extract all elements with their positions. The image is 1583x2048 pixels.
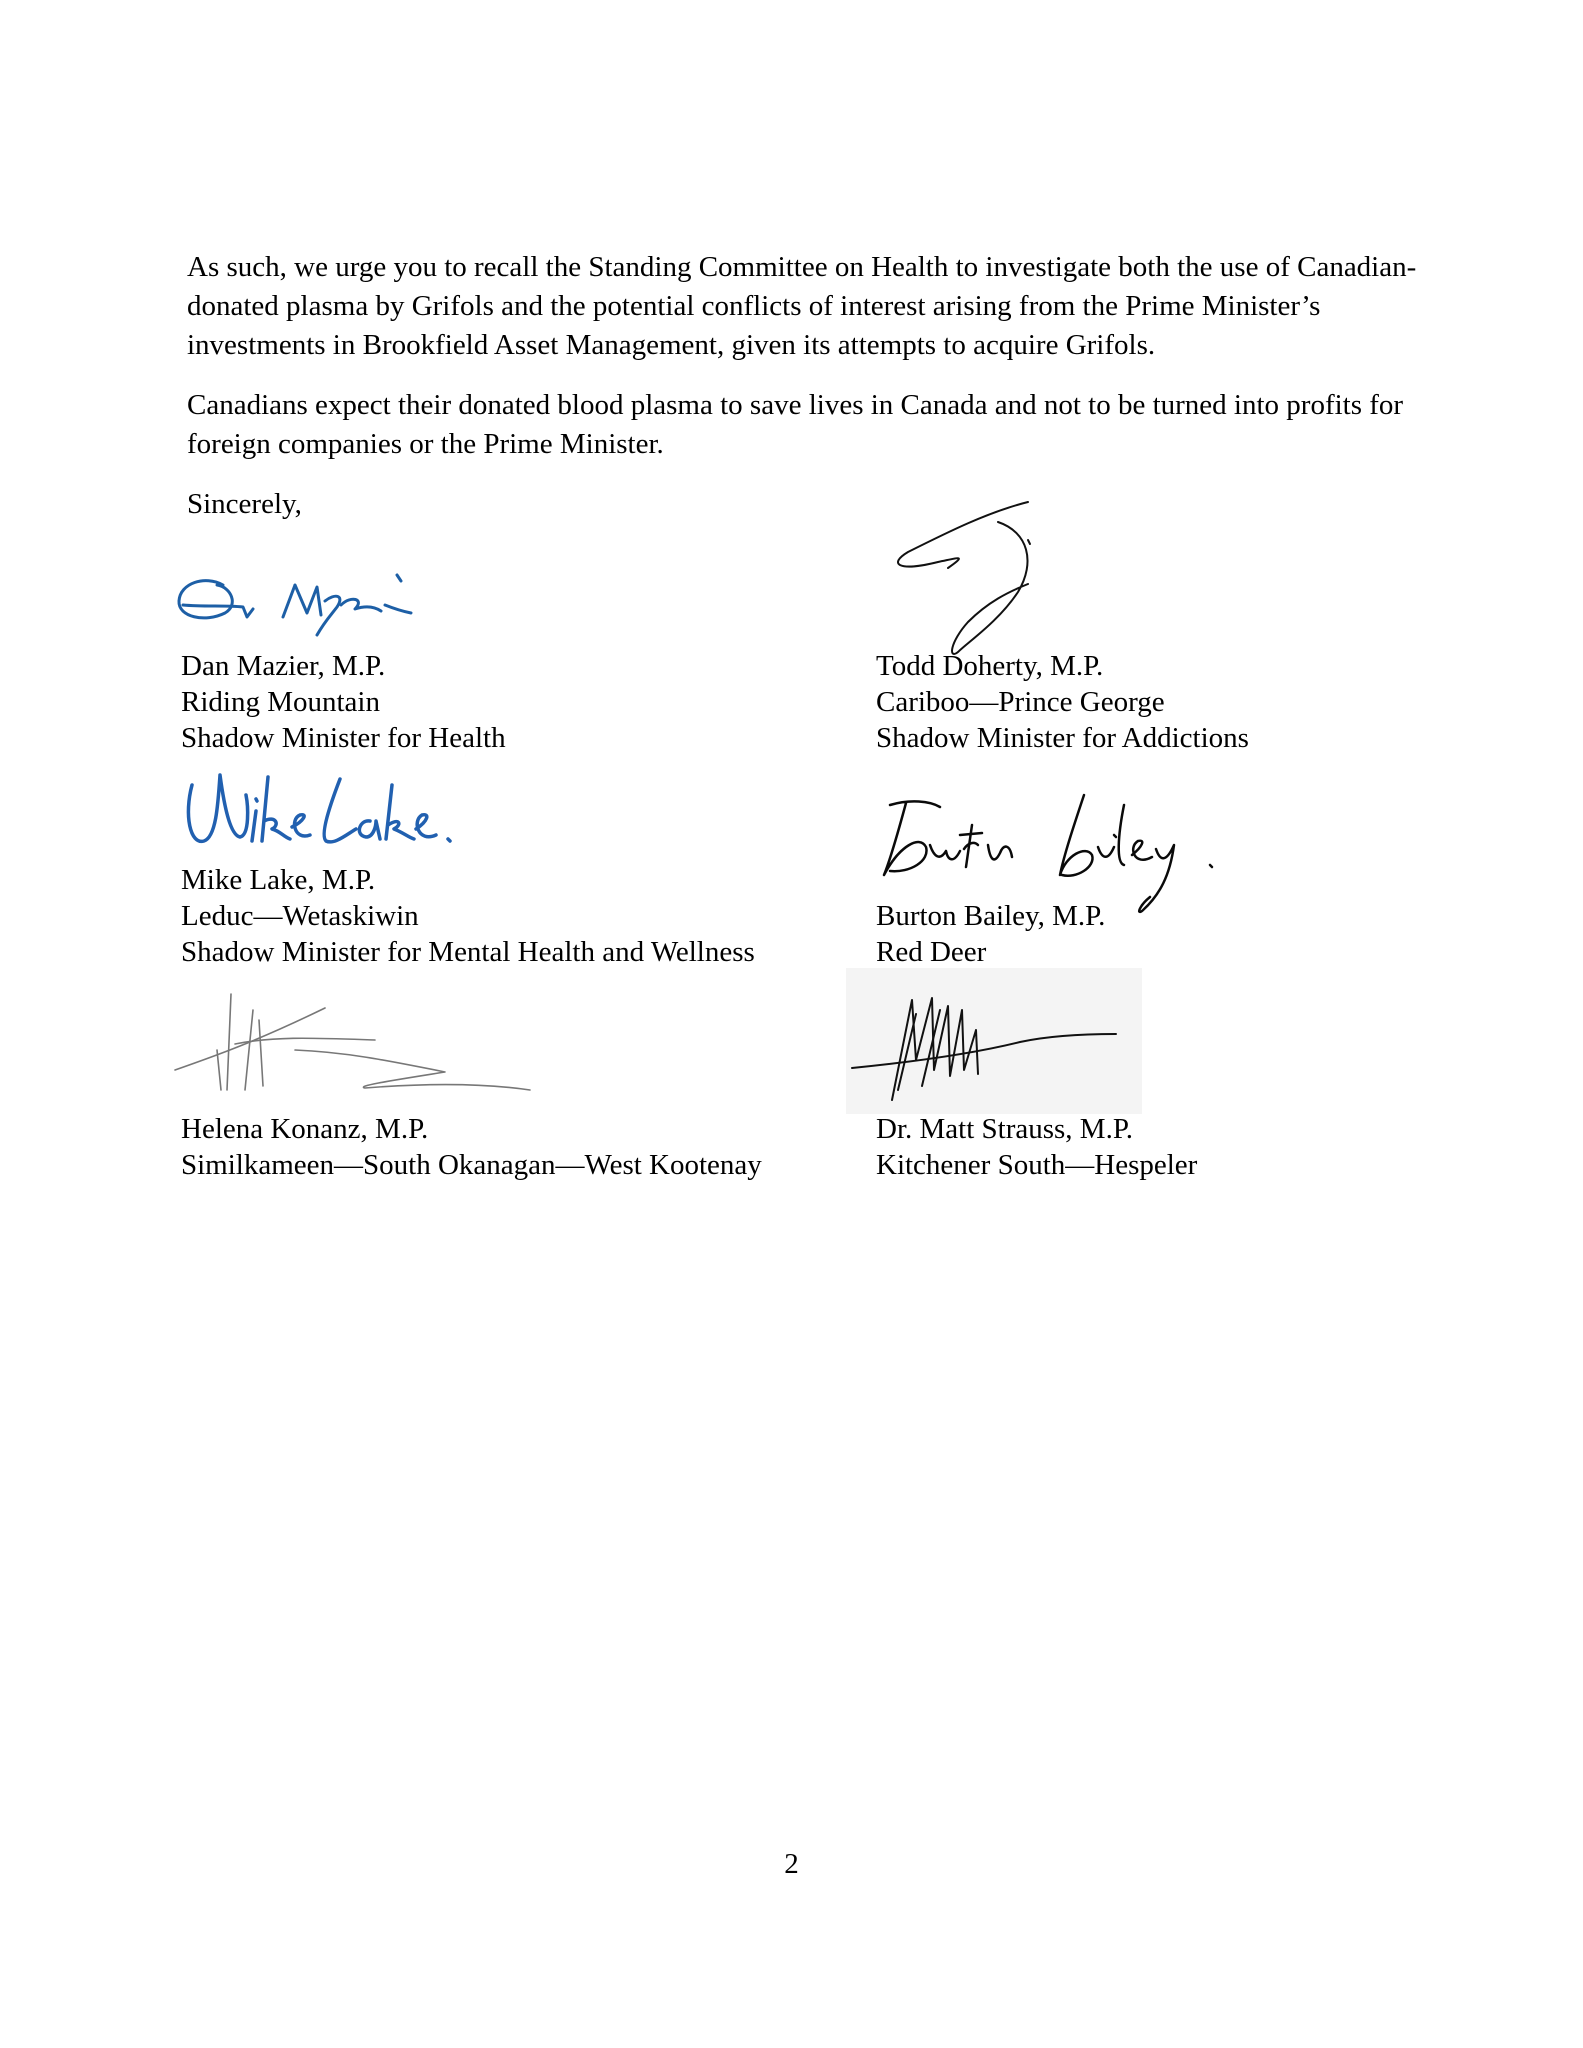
signatory-riding: Red Deer: [876, 936, 987, 968]
signatory-dan-mazier: [181, 648, 901, 756]
body-paragraph-recall-committee: As such, we urge you to recall the Standing Committee on Health to investigate both the use of Canadian-donated plasma by Grifols and the potential conflicts of interest arising from the Prime Minister’s investments in Brookfield Asset Management, given its attempts to acquire Grifols.: [187, 251, 1417, 361]
signatory-riding: Similkameen—South Okanagan—West Kootenay: [181, 1149, 762, 1181]
signature-todd-doherty: [878, 492, 1058, 662]
signatory-matt-strauss: [876, 1111, 1583, 1183]
signatory-riding: Kitchener South—Hespeler: [876, 1149, 1198, 1181]
signatory-name: Helena Konanz, M.P.: [181, 1113, 429, 1145]
signatory-helena-konanz: [181, 1111, 901, 1183]
signature-dan-mazier: [175, 565, 475, 645]
signature-helena-konanz: [175, 990, 535, 1100]
body-paragraph-donated-plasma: Canadians expect their donated blood plasma to save lives in Canada and not to be turned into profits for foreign companies or the Prime Minister.: [187, 389, 1404, 460]
signatory-riding: Riding Mountain: [181, 686, 380, 718]
signatory-role: Shadow Minister for Addictions: [876, 722, 1249, 754]
signatory-name: Mike Lake, M.P.: [181, 864, 376, 896]
signatory-name: Dr. Matt Strauss, M.P.: [876, 1113, 1134, 1145]
signatory-burton-bailey: [876, 898, 1583, 970]
signatory-name: Todd Doherty, M.P.: [876, 650, 1104, 682]
signatory-mike-lake: [181, 862, 901, 970]
signatory-name: Dan Mazier, M.P.: [181, 650, 386, 682]
signatory-riding: Cariboo—Prince George: [876, 686, 1165, 718]
signatory-name: Burton Bailey, M.P.: [876, 900, 1106, 932]
signatory-todd-doherty: [876, 648, 1583, 756]
signatory-role: Shadow Minister for Health: [181, 722, 506, 754]
closing-salutation: Sincerely,: [187, 488, 302, 520]
signatory-role: Shadow Minister for Mental Health and Wellness: [181, 936, 755, 968]
signature-mike-lake: [180, 765, 460, 860]
signatory-riding: Leduc—Wetaskiwin: [181, 900, 419, 932]
page-number: 2: [784, 1848, 799, 1880]
signature-matt-strauss: [852, 990, 1132, 1110]
